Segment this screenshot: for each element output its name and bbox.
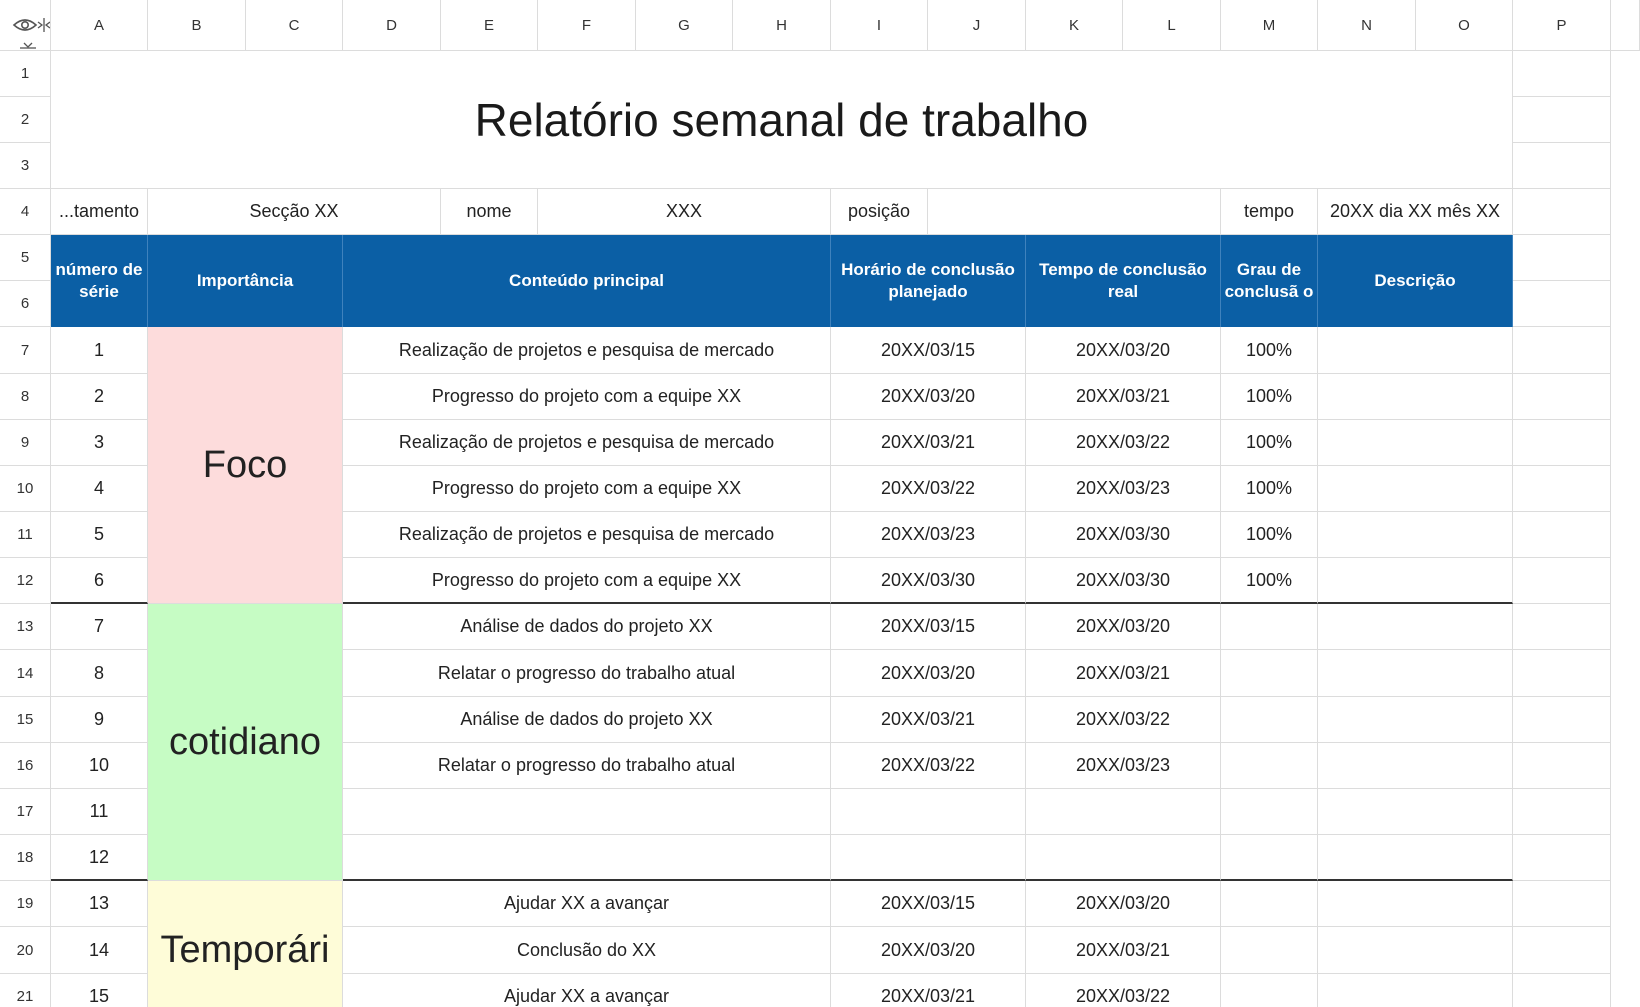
freeze-rows-icon[interactable] [20,43,36,48]
column-header-j-text: J [972,16,981,34]
serial-cell-text: 7 [93,616,104,636]
importance-group-1[interactable] [148,327,343,604]
info-time-label[interactable] [1221,189,1318,235]
column-header-k-text: K [1068,16,1079,34]
column-header-d-text: D [386,16,397,34]
header-description[interactable] [1318,235,1513,327]
empty-cell[interactable] [1513,927,1611,974]
row-header-11[interactable] [0,512,51,558]
info-time-value[interactable] [1318,189,1513,235]
content-cell-text: Progresso do projeto com a equipe XX [431,569,742,590]
degree-cell[interactable] [1221,374,1318,420]
description-cell[interactable] [1318,604,1513,650]
header-content-text: Conteúdo principal [509,271,664,290]
planned-date-cell[interactable] [831,374,1026,420]
degree-cell[interactable] [1221,789,1318,835]
info-time-label-text: tempo [1243,201,1295,221]
header-serial-text: número de série [55,260,143,301]
empty-cell[interactable] [1513,789,1611,835]
content-cell[interactable] [343,835,831,881]
empty-cell[interactable] [1513,143,1611,189]
row-header-14[interactable] [0,650,51,697]
column-header-o[interactable] [1416,0,1513,51]
row-header-3-text: 3 [20,157,30,174]
row-header-13-text: 13 [16,618,34,635]
serial-cell-text: 3 [93,432,104,452]
actual-date-cell-text: 20XX/03/23 [1075,755,1171,775]
row-header-12[interactable] [0,558,51,604]
serial-cell-text: 13 [88,893,110,913]
serial-cell-text: 14 [88,939,110,960]
report-title-text: Relatório semanal de trabalho [474,93,1089,146]
info-position-value[interactable] [928,189,1221,235]
actual-date-cell[interactable] [1026,374,1221,420]
header-degree[interactable] [1221,235,1318,327]
actual-date-cell-text: 20XX/03/30 [1075,569,1171,590]
description-cell[interactable] [1318,881,1513,927]
column-header-c-text: C [288,16,300,34]
info-department-value-text: Secção XX [249,201,339,221]
degree-cell[interactable] [1221,974,1318,1007]
planned-date-cell-text: 20XX/03/23 [880,524,976,544]
importance-group-2-text: cotidiano [168,720,322,763]
serial-cell-text: 4 [93,478,104,498]
planned-date-cell-text: 20XX/03/21 [880,986,976,1006]
column-header-extra [1611,0,1640,51]
actual-date-cell[interactable] [1026,789,1221,835]
planned-date-cell[interactable] [831,743,1026,789]
importance-group-3-text: Temporári [160,928,330,971]
column-header-n-text: N [1361,16,1372,34]
planned-date-cell-text: 20XX/03/15 [880,616,976,636]
importance-group-1-text: Foco [202,443,288,486]
content-cell-text: Progresso do projeto com a equipe XX [431,478,742,498]
row-header-19[interactable] [0,881,51,927]
serial-cell[interactable] [51,835,148,881]
actual-date-cell-text: 20XX/03/23 [1075,478,1171,498]
content-cell-text: Realização de projetos e pesquisa de mercado [398,339,775,360]
column-header-d[interactable] [343,0,441,51]
row-header-21[interactable] [0,974,51,1007]
degree-cell[interactable] [1221,697,1318,743]
serial-cell[interactable] [51,974,148,1007]
header-planned[interactable] [831,235,1026,327]
empty-cell[interactable] [1513,51,1611,97]
serial-cell[interactable] [51,789,148,835]
row-header-1[interactable] [0,51,51,97]
content-cell[interactable] [343,327,831,374]
column-header-a-text: A [93,16,104,34]
column-header-m[interactable] [1221,0,1318,51]
row-header-16[interactable] [0,743,51,789]
content-cell-text: Ajudar XX a avançar [503,893,670,913]
degree-cell-text: 100% [1245,339,1293,360]
info-name-label-text: nome [466,201,512,221]
content-cell-text: Progresso do projeto com a equipe XX [431,386,742,406]
column-header-o-text: O [1458,16,1470,34]
row-header-19-text: 19 [16,895,34,912]
header-serial[interactable] [51,235,148,327]
row-header-15-text: 15 [16,711,34,728]
planned-date-cell[interactable] [831,927,1026,974]
content-cell-text: Análise de dados do projeto XX [460,616,713,636]
planned-date-cell[interactable] [831,420,1026,466]
actual-date-cell-text: 20XX/03/20 [1075,339,1171,360]
content-cell[interactable] [343,697,831,743]
actual-date-cell[interactable] [1026,420,1221,466]
row-header-11-text: 11 [17,526,33,543]
serial-cell[interactable] [51,512,148,558]
actual-date-cell-text: 20XX/03/21 [1075,662,1171,683]
degree-cell-text: 100% [1245,569,1293,590]
planned-date-cell[interactable] [831,558,1026,604]
content-cell[interactable] [343,558,831,604]
planned-date-cell[interactable] [831,789,1026,835]
description-cell[interactable] [1318,974,1513,1007]
actual-date-cell[interactable] [1026,327,1221,374]
description-cell[interactable] [1318,743,1513,789]
serial-cell-text: 11 [89,801,109,821]
description-cell[interactable] [1318,327,1513,374]
content-cell[interactable] [343,789,831,835]
importance-group-2[interactable] [148,604,343,881]
content-cell-text: Realização de projetos e pesquisa de mercado [398,432,775,452]
importance-group-3[interactable] [148,881,343,1007]
actual-date-cell-text: 20XX/03/21 [1075,386,1171,406]
info-department-value[interactable] [148,189,441,235]
row-header-5[interactable] [0,235,51,281]
sheet-corner[interactable] [0,0,51,51]
column-header-e-text: E [483,16,494,34]
column-header-c[interactable] [246,0,343,51]
serial-cell[interactable] [51,327,148,374]
description-cell[interactable] [1318,650,1513,697]
row-header-2[interactable] [0,97,51,143]
degree-cell[interactable] [1221,743,1318,789]
serial-cell-text: 2 [93,386,104,406]
actual-date-cell[interactable] [1026,512,1221,558]
planned-date-cell[interactable] [831,650,1026,697]
degree-cell-text: 100% [1245,478,1293,498]
column-header-p[interactable] [1513,0,1611,51]
row-header-9[interactable] [0,420,51,466]
column-header-i[interactable] [831,0,928,51]
row-header-15[interactable] [0,697,51,743]
empty-cell[interactable] [1513,420,1611,466]
info-name-value[interactable] [538,189,831,235]
serial-cell[interactable] [51,558,148,604]
header-planned-text: Horário de conclusão planejado [841,260,1015,301]
planned-date-cell[interactable] [831,604,1026,650]
serial-cell[interactable] [51,650,148,697]
degree-cell[interactable] [1221,604,1318,650]
content-cell[interactable] [343,604,831,650]
column-header-h-text: H [776,16,787,34]
description-cell[interactable] [1318,466,1513,512]
content-cell[interactable] [343,374,831,420]
empty-cell[interactable] [1513,189,1611,235]
degree-cell-text: 100% [1245,432,1293,452]
serial-cell[interactable] [51,604,148,650]
row-header-8-text: 8 [20,388,30,405]
row-header-20[interactable] [0,927,51,974]
degree-cell[interactable] [1221,327,1318,374]
column-header-j[interactable] [928,0,1026,51]
serial-cell-text: 9 [93,709,104,729]
degree-cell[interactable] [1221,927,1318,974]
column-header-l[interactable] [1123,0,1221,51]
column-header-k[interactable] [1026,0,1123,51]
description-cell[interactable] [1318,697,1513,743]
header-description-text: Descrição [1374,271,1456,290]
row-header-1-text: 1 [20,65,30,82]
planned-date-cell[interactable] [831,835,1026,881]
content-cell-text: Ajudar XX a avançar [503,986,670,1006]
row-header-6-text: 6 [20,295,30,312]
empty-cell[interactable] [1513,835,1611,881]
serial-cell-text: 15 [88,986,110,1006]
planned-date-cell[interactable] [831,881,1026,927]
row-header-9-text: 9 [20,434,30,451]
serial-cell[interactable] [51,466,148,512]
content-cell[interactable] [343,974,831,1007]
row-header-4[interactable] [0,189,51,235]
empty-cell[interactable] [1513,558,1611,604]
column-header-g[interactable] [636,0,733,51]
actual-date-cell[interactable] [1026,835,1221,881]
column-header-f[interactable] [538,0,636,51]
actual-date-cell[interactable] [1026,558,1221,604]
row-header-10-text: 10 [16,480,34,497]
actual-date-cell[interactable] [1026,927,1221,974]
empty-cell[interactable] [1513,327,1611,374]
planned-date-cell-text: 20XX/03/20 [880,386,976,406]
actual-date-cell-text: 20XX/03/22 [1075,709,1171,729]
empty-cell[interactable] [1513,697,1611,743]
serial-cell[interactable] [51,881,148,927]
actual-date-cell-text: 20XX/03/21 [1075,939,1171,960]
column-header-i-text: I [876,16,882,34]
content-cell[interactable] [343,881,831,927]
description-cell[interactable] [1318,789,1513,835]
row-header-13[interactable] [0,604,51,650]
description-cell[interactable] [1318,420,1513,466]
row-header-21-text: 21 [16,988,34,1005]
actual-date-cell[interactable] [1026,650,1221,697]
empty-cell[interactable] [1513,881,1611,927]
column-header-a[interactable] [51,0,148,51]
row-header-6[interactable] [0,281,51,327]
actual-date-cell-text: 20XX/03/30 [1075,524,1171,544]
header-importance-text: Importância [196,271,294,290]
column-header-l-text: L [1167,16,1176,34]
description-cell[interactable] [1318,558,1513,604]
planned-date-cell[interactable] [831,327,1026,374]
column-header-n[interactable] [1318,0,1416,51]
info-department-label-text: ...tamento [58,201,140,221]
planned-date-cell-text: 20XX/03/22 [880,478,976,498]
planned-date-cell-text: 20XX/03/20 [880,662,976,683]
planned-date-cell-text: 20XX/03/21 [880,709,976,729]
serial-cell-text: 10 [88,755,110,775]
serial-cell-text: 8 [93,662,104,683]
serial-cell-text: 5 [93,524,104,544]
report-title[interactable] [51,51,1513,189]
actual-date-cell[interactable] [1026,743,1221,789]
row-header-2-text: 2 [20,111,30,128]
row-header-4-text: 4 [20,203,30,220]
serial-cell[interactable] [51,374,148,420]
empty-cell[interactable] [1513,281,1611,327]
empty-cell[interactable] [1513,604,1611,650]
content-cell-text: Realização de projetos e pesquisa de mercado [398,524,775,544]
degree-cell-text: 100% [1245,386,1293,406]
serial-cell-text: 1 [93,339,104,360]
column-header-g-text: G [678,16,690,34]
degree-cell-text: 100% [1245,524,1293,544]
actual-date-cell-text: 20XX/03/22 [1075,432,1171,452]
planned-date-cell[interactable] [831,466,1026,512]
planned-date-cell-text: 20XX/03/30 [880,569,976,590]
serial-cell-text: 6 [93,569,104,590]
column-header-p-text: P [1556,16,1567,34]
row-header-7[interactable] [0,327,51,374]
serial-cell[interactable] [51,697,148,743]
serial-cell[interactable] [51,927,148,974]
description-cell[interactable] [1318,374,1513,420]
column-header-b[interactable] [148,0,246,51]
empty-cell[interactable] [1513,97,1611,143]
info-department-label[interactable] [51,189,148,235]
degree-cell[interactable] [1221,558,1318,604]
column-header-e[interactable] [441,0,538,51]
info-name-label[interactable] [441,189,538,235]
content-cell-text: Análise de dados do projeto XX [460,709,713,729]
degree-cell[interactable] [1221,512,1318,558]
planned-date-cell-text: 20XX/03/22 [880,755,976,775]
planned-date-cell-text: 20XX/03/15 [880,339,976,360]
degree-cell[interactable] [1221,881,1318,927]
info-position-label[interactable] [831,189,928,235]
row-header-10[interactable] [0,466,51,512]
serial-cell[interactable] [51,743,148,789]
row-header-17[interactable] [0,789,51,835]
actual-date-cell-text: 20XX/03/20 [1075,616,1171,636]
planned-date-cell[interactable] [831,697,1026,743]
info-name-value-text: XXX [665,201,703,221]
degree-cell[interactable] [1221,466,1318,512]
planned-date-cell-text: 20XX/03/21 [880,432,976,452]
header-content[interactable] [343,235,831,327]
column-header-m-text: M [1262,16,1276,34]
row-header-12-text: 12 [16,572,34,589]
row-header-18[interactable] [0,835,51,881]
description-cell[interactable] [1318,512,1513,558]
info-time-value-text: 20XX dia XX mês XX [1329,201,1501,221]
content-cell[interactable] [343,650,831,697]
content-cell[interactable] [343,743,831,789]
header-importance[interactable] [148,235,343,327]
planned-date-cell[interactable] [831,512,1026,558]
column-header-f-text: F [581,16,592,34]
row-header-8[interactable] [0,374,51,420]
content-cell[interactable] [343,512,831,558]
header-actual[interactable] [1026,235,1221,327]
planned-date-cell-text: 20XX/03/15 [880,893,976,913]
empty-cell[interactable] [1513,512,1611,558]
content-cell[interactable] [343,927,831,974]
content-cell-text: Conclusão do XX [516,939,657,960]
eye-icon[interactable] [14,20,36,30]
planned-date-cell[interactable] [831,974,1026,1007]
degree-cell[interactable] [1221,420,1318,466]
description-cell[interactable] [1318,927,1513,974]
empty-cell[interactable] [1513,235,1611,281]
empty-cell[interactable] [1513,374,1611,420]
description-cell[interactable] [1318,835,1513,881]
header-actual-text: Tempo de conclusão real [1039,260,1207,301]
actual-date-cell[interactable] [1026,697,1221,743]
row-header-17-text: 17 [16,803,34,820]
empty-cell[interactable] [1513,650,1611,697]
empty-cell[interactable] [1513,974,1611,1007]
content-cell-text: Relatar o progresso do trabalho atual [437,662,736,683]
freeze-columns-icon[interactable] [38,18,50,32]
degree-cell[interactable] [1221,835,1318,881]
info-position-label-text: posição [847,201,911,221]
actual-date-cell-text: 20XX/03/22 [1075,986,1171,1006]
planned-date-cell-text: 20XX/03/20 [880,939,976,960]
actual-date-cell[interactable] [1026,881,1221,927]
column-header-h[interactable] [733,0,831,51]
empty-cell[interactable] [1513,466,1611,512]
row-header-16-text: 16 [16,757,34,774]
column-header-b-text: B [191,16,202,34]
content-cell[interactable] [343,420,831,466]
actual-date-cell-text: 20XX/03/20 [1075,893,1171,913]
header-degree-text: Grau de conclusã o [1224,260,1314,301]
content-cell[interactable] [343,466,831,512]
row-header-5-text: 5 [20,249,30,266]
actual-date-cell[interactable] [1026,466,1221,512]
row-header-20-text: 20 [16,941,34,959]
row-header-14-text: 14 [16,664,34,682]
empty-cell[interactable] [1513,743,1611,789]
degree-cell[interactable] [1221,650,1318,697]
row-header-18-text: 18 [16,849,34,866]
actual-date-cell[interactable] [1026,604,1221,650]
content-cell-text: Relatar o progresso do trabalho atual [437,755,736,775]
serial-cell-text: 12 [88,846,110,867]
actual-date-cell[interactable] [1026,974,1221,1007]
row-header-7-text: 7 [20,341,30,359]
row-header-3[interactable] [0,143,51,189]
serial-cell[interactable] [51,420,148,466]
